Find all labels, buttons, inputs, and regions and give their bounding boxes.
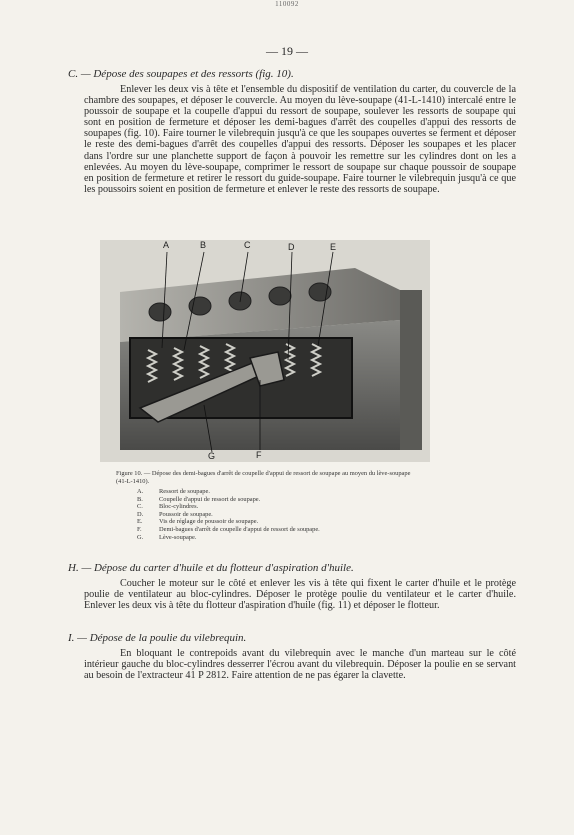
figure-label-d: D	[288, 242, 295, 252]
section-c-title: C. — Dépose des soupapes et des ressorts (fig. 10).	[68, 68, 294, 80]
figure-label-c: C	[244, 240, 251, 250]
section-c-paragraph: Enlever les deux vis à tête et l'ensemble du dispositif de ventilation du carter, du couvercle de la chambre des soupapes, et déposer le couvercle. Au moyen du lève-soupape (41-L-1410) intercalé entre le poussoir de soupape et la coupelle d'appui du ressort de soupape, soulever les ressorts de soupape qui sont en position de fermeture et déposer les demi-bagues d'arrêt des coupelles d'appui des ressorts de soupapes (fig. 10). Faire tourner le vilebrequin jusqu'à ce que les soupapes ouvertes se ferment et déposer le reste des demi-bagues d'arrêt des coupelles d'appui des ressorts. Déposer les soupapes et les placer dans l'ordre sur une planchette support de façon à pouvoir les remettre sur les cylindres dont on les a enlevées. Au moyen du lève-soupape, comprimer le ressort de soupape sur chaque poussoir de soupape en position de fermeture et retirer le ressort du guide-soupape. Faire tourner le vilebrequin jusqu'à ce que les poussoirs soient en position de fermeture et enlever le reste des ressorts de soupape.	[84, 84, 516, 195]
section-i-paragraph: En bloquant le contrepoids avant du vilebrequin avec le manche d'un marteau sur le côté intérieur gauche du bloc-cylindres desserrer l'écrou avant du vilebrequin. Déposer la poulie en se servant au besoin de l'extracteur 41 P 2812. Faire attention de ne pas égarer la clavette.	[84, 648, 516, 682]
figure-legend	[137, 488, 320, 541]
figure-10-illustration	[100, 240, 430, 462]
legend-item: A. Ressort de soupape.	[137, 488, 210, 495]
figure-label-e: E	[330, 242, 337, 252]
section-i-title: I. — Dépose de la poulie du vilebrequin.	[68, 632, 247, 644]
section-h-title: H. — Dépose du carter d'huile et du flotteur d'aspiration d'huile.	[68, 562, 354, 574]
legend-item: E. Vis de réglage de poussoir de soupape.	[137, 518, 259, 526]
legend-item: D. Poussoir de soupape.	[137, 510, 213, 518]
legend-item: F. Demi-bagues d'arrêt de coupelle d'appui de ressort de soupape.	[137, 525, 320, 533]
figure-label-f: F	[256, 450, 262, 460]
engine-block-drawing	[100, 240, 430, 462]
document-reference: 110092	[275, 0, 299, 8]
figure-label-a: A	[163, 240, 170, 250]
figure-label-b: B	[200, 240, 207, 250]
legend-item: G. Lève-soupape.	[137, 533, 197, 541]
legend-item: C. Bloc-cylindres.	[137, 503, 199, 511]
section-h-paragraph: Coucher le moteur sur le côté et enlever les vis à tête qui fixent le carter d'huile et le protège poulie de ventilateur au bloc-cylindres. Déposer le protège poulie du ventilateur et le carter d'huile. Enlever les deux vis à tête du flotteur d'aspiration d'huile (fig. 11) et déposer le flotteur.	[84, 578, 516, 612]
figure-caption: Figure 10. — Dépose des demi-bagues d'arrêt de coupelle d'appui de ressort de soupape au moyen du lève-soupape (41-L-1410).	[116, 470, 411, 485]
page-number: — 19 —	[266, 44, 308, 58]
figure-label-g: G	[208, 451, 216, 461]
legend-item: B. Coupelle d'appui de ressort de soupape.	[137, 495, 261, 503]
